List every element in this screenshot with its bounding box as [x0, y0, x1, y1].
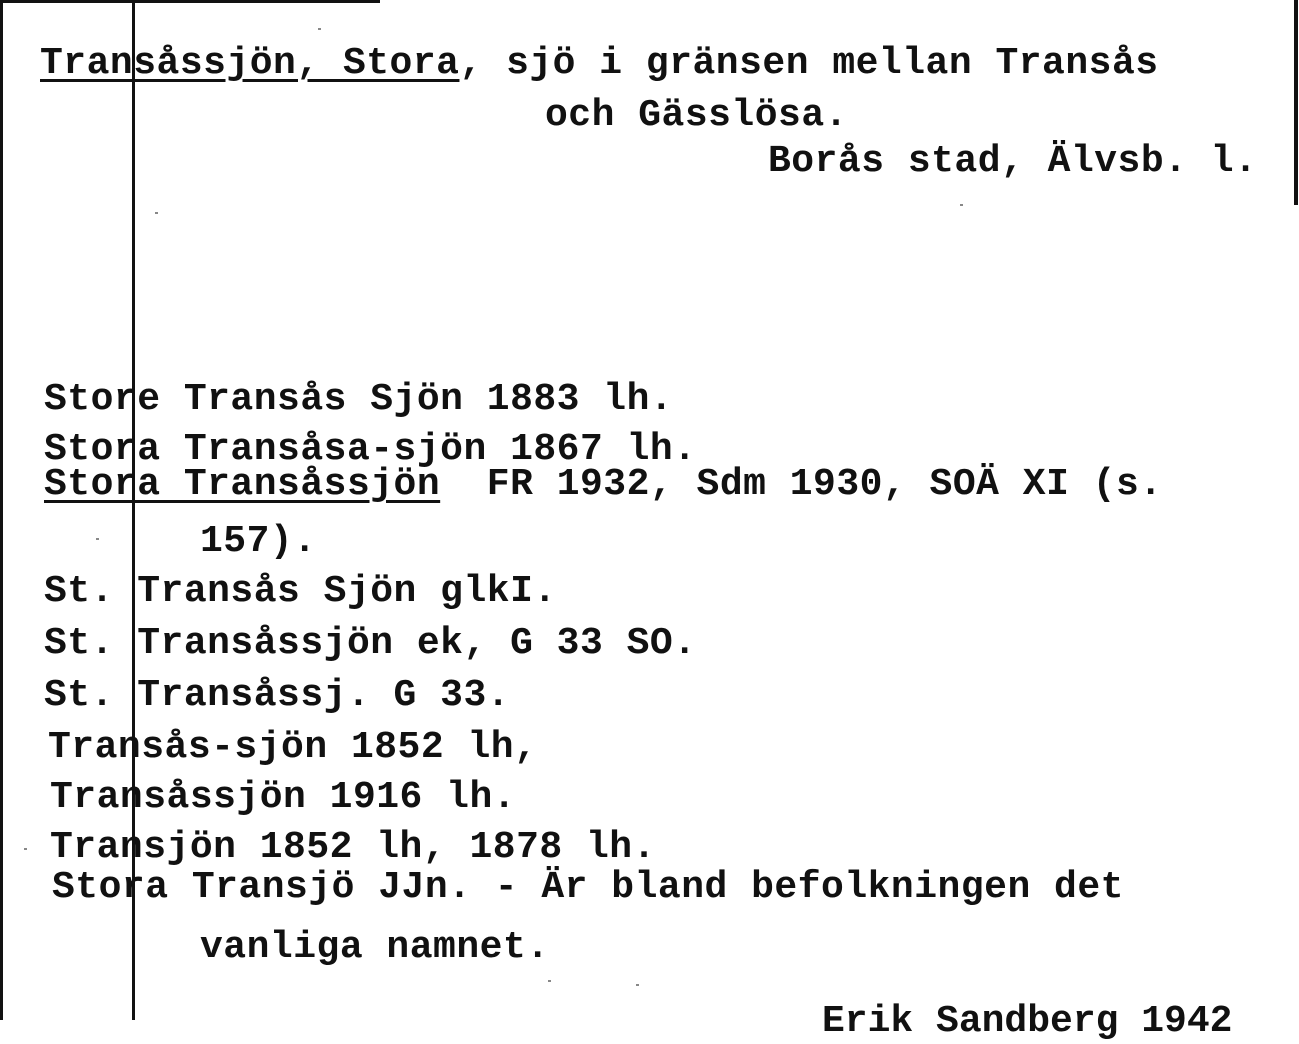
scan-speck	[155, 212, 158, 214]
entry-line: 157).	[200, 520, 317, 563]
entry-line: Stora Transjö JJn. - Är bland befolkningen det	[52, 866, 1124, 909]
header-line-1	[40, 42, 1159, 86]
scan-speck	[548, 980, 551, 982]
card-left-edge	[0, 0, 3, 1020]
entry-line: St. Transåssj. G 33.	[44, 674, 511, 717]
entry-line	[44, 463, 1163, 507]
entry-rest: FR 1932, Sdm 1930, SOÄ XI (s.	[440, 463, 1163, 506]
entry-line: Transjön 1852 lh, 1878 lh.	[50, 826, 656, 869]
entry-line: Transåssjön 1916 lh.	[50, 776, 517, 819]
entry-line: Store Transås Sjön 1883 lh.	[44, 378, 674, 421]
description-2: och Gässlösa.	[545, 94, 848, 137]
scan-speck	[24, 848, 27, 850]
location: Borås stad, Älvsb. l.	[768, 140, 1258, 183]
entry-line: St. Transås Sjön glkI.	[44, 570, 557, 613]
card-top-edge	[0, 0, 380, 3]
description-1: , sjö i gränsen mellan Transås	[459, 42, 1159, 85]
entry-line: vanliga namnet.	[200, 926, 550, 969]
scan-speck	[960, 204, 963, 206]
scan-speck	[96, 538, 99, 540]
entry-line: St. Transåssjön ek, G 33 SO.	[44, 622, 697, 665]
entry-line: Transås-sjön 1852 lh,	[48, 726, 538, 769]
headword: Transåssjön, Stora	[40, 42, 460, 85]
entry-line: Stora Transåsa-sjön 1867 lh.	[44, 428, 697, 471]
entry-underlined: Stora Transåssjön	[44, 463, 441, 506]
scan-speck	[318, 28, 321, 30]
signature: Erik Sandberg 1942	[822, 1000, 1233, 1043]
scan-speck	[636, 984, 639, 986]
card-right-edge	[1294, 0, 1298, 205]
